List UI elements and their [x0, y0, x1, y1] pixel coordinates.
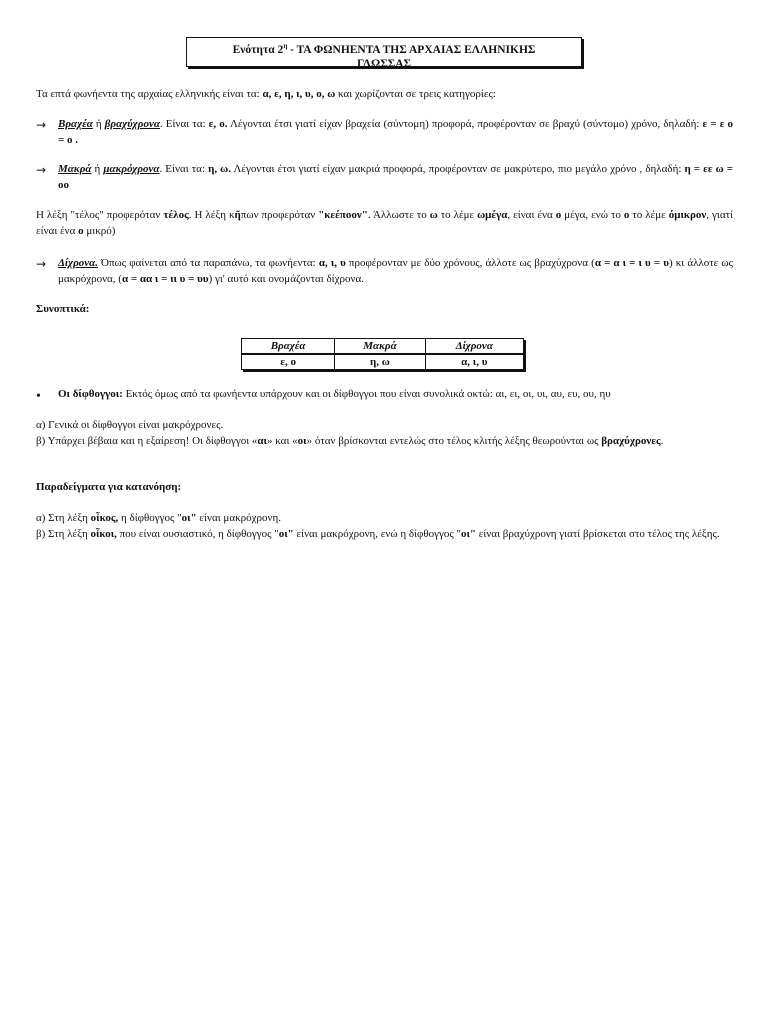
table-header-cell: Δίχρονα — [425, 339, 523, 355]
table-cell: α, ι, υ — [425, 354, 523, 370]
dichrona-t4: ) γι' αυτό και ονομάζονται δίχρονα. — [208, 272, 364, 285]
short-or: ή — [92, 118, 105, 130]
telos-t2: προφερόταν — [103, 209, 164, 221]
telos-t11: μικρό) — [83, 224, 116, 237]
dichrona-letters: α, ι, υ — [318, 257, 346, 269]
dichrona-term: Δίχρονα. — [58, 257, 98, 269]
synoptika-label: Συνοπτικά: — [36, 303, 90, 315]
examples-title: Παραδείγματα για κατανόηση: — [36, 481, 182, 493]
table-cell: ε, ο — [242, 354, 335, 370]
example-a-d: οι" — [181, 512, 197, 524]
dichrona-t3: ) κι άλλοτε ως μακρόχρονα, ( — [58, 257, 733, 285]
telos-w5: ωμέγα — [477, 209, 508, 221]
example-a1: α) Στη λέξη — [36, 512, 91, 524]
diphthongs-paragraph — [58, 387, 733, 403]
telos-t4: πων προφερόταν — [240, 209, 319, 221]
rule-a-text: α) Γενικά οι δίφθογγοι είναι μακρόχρονες. — [36, 419, 224, 431]
example-b3: είναι μακρόχρονη, ενώ η δίφθογγος " — [293, 528, 461, 540]
telos-w4: ω — [429, 209, 438, 221]
long-term1: Μακρά — [58, 163, 92, 175]
title-sup: η — [283, 42, 288, 50]
rule-b — [36, 434, 733, 450]
telos-w2: ῆ — [234, 209, 241, 221]
example-b-word: οἶκοι, — [90, 528, 117, 540]
table-cell: η, ω — [335, 354, 425, 370]
example-b2: που είναι ουσιαστικό, η δίφθογγος " — [116, 528, 279, 540]
example-a2: η δίφθογγος " — [118, 512, 182, 524]
long-vowels-item — [36, 162, 733, 194]
arrow-icon: → — [36, 163, 47, 177]
dichrona-item — [36, 256, 733, 288]
short-term2: βραχύχρονα — [104, 118, 160, 130]
intro-tail: και χωρίζονται σε τρεις κατηγορίες: — [335, 88, 496, 100]
table-row — [242, 354, 524, 370]
example-a — [36, 511, 733, 527]
telos-w6: ο — [555, 209, 562, 221]
example-b-d2: οι" — [460, 528, 476, 540]
short-term1: Βραχέα — [58, 118, 93, 130]
telos-w8: όμικρον — [668, 209, 707, 221]
rule-ai: αι — [257, 435, 267, 447]
telos-t1: Η λέξη — [36, 209, 71, 221]
rule-oi: οι — [297, 435, 307, 447]
telos-q1: "τέλος" — [70, 209, 104, 221]
short-eq: ε = ε ο = ο . — [58, 118, 733, 146]
rule-a — [36, 418, 733, 434]
rule-b1: β) Υπάρχει βέβαια και η εξαίρεση! Οι δίφθογγοι « — [36, 435, 258, 447]
short-letters: ε, ο. — [208, 118, 228, 130]
diphthongs-text: Εκτός όμως από τα φωνήεντα υπάρχουν και οι δίφθογγοι που είναι συνολικά οκτώ: αι, ει, οι, υι, αυ, ευ, ου, ηυ — [122, 388, 611, 400]
rule-b4: . — [660, 435, 664, 447]
telos-t7: , είναι ένα — [507, 209, 556, 221]
long-letters: η, ω. — [208, 163, 231, 175]
arrow-icon: → — [36, 257, 47, 271]
rule-b3: » όταν βρίσκονται εντελώς στο τέλος κλιτής λέξης θεωρούνται ως — [306, 435, 602, 447]
dichrona-eq1: α = α ι = ι υ = υ — [594, 257, 669, 269]
table-header-cell: Βραχέα — [242, 339, 335, 355]
table-header-row — [242, 339, 524, 355]
telos-t9: το λέμε — [629, 209, 669, 221]
page-title — [186, 37, 582, 70]
intro-text: Τα επτά φωνήεντα της αρχαίας ελληνικής είναι τα: — [36, 88, 263, 100]
intro-vowels: α, ε, η, ι, υ, ο, ω — [262, 88, 336, 100]
telos-w7: ο — [623, 209, 630, 221]
telos-paragraph — [36, 208, 733, 240]
telos-w9: ο — [78, 224, 84, 237]
short-t2: Λέγονται έτσι γιατί είχαν βραχεία (σύντομη) προφορά, προφέρονταν σε βραχύ (σύντομο) χρόνο, δηλαδή: — [227, 118, 703, 130]
long-or: ή — [91, 163, 104, 175]
telos-t8: μέγα, ενώ το — [561, 209, 624, 221]
dichrona-eq2: α = αα ι = ιι υ = υυ — [121, 272, 209, 285]
diphthongs-label: Οι δίφθογγοι: — [58, 388, 123, 400]
long-t1: . Είναι τα: — [159, 163, 209, 175]
example-a3: είναι μακρόχρονη. — [196, 512, 281, 524]
title-line1-pre: Ενότητα 2 — [232, 43, 284, 56]
example-b4: είναι βραχύχρονη γιατί βρίσκεται στο τέλος της λέξης. — [476, 528, 720, 540]
long-eq: η = εε ω = οο — [58, 163, 734, 191]
title-line2: ΓΛΩΣΣΑΣ — [356, 57, 412, 70]
intro-paragraph — [36, 87, 733, 103]
table-header-cell: Μακρά — [335, 339, 425, 355]
examples-heading — [36, 480, 733, 496]
telos-t10: , γιατί είναι ένα — [36, 209, 733, 237]
rule-b2: » και « — [266, 435, 298, 447]
short-vowels-item — [36, 117, 733, 149]
example-b — [36, 527, 733, 543]
telos-t3: . Η λέξη κ — [188, 209, 235, 221]
long-term2: μακρόχρονα — [103, 163, 160, 175]
title-line1-post: - ΤΑ ΦΩΝΗΕΝΤΑ ΤΗΣ ΑΡΧΑΙΑΣ ΕΛΛΗΝΙΚΗΣ — [287, 43, 536, 56]
bullet-icon: • — [36, 389, 41, 404]
telos-w1: τέλος — [163, 209, 189, 221]
summary-table — [241, 338, 524, 370]
dichrona-t1: Όπως φαίνεται από τα παραπάνω, τα φωνήεντα: — [97, 257, 319, 269]
short-t1: . Είναι τα: — [159, 118, 209, 130]
telos-w3: "κεέπoον" — [318, 209, 368, 221]
dichrona-t2: προφέρονταν με δύο χρόνους, άλλοτε ως βραχύχρονα ( — [345, 257, 595, 269]
telos-t6: το λέμε — [437, 209, 478, 221]
rule-short-word: βραχύχρονες — [601, 435, 661, 447]
arrow-icon: → — [36, 118, 47, 132]
long-t2: Λέγονται έτσι γιατί είχαν μακριά προφορά, προφέρονταν σε μακρύτερο, πιο μεγάλο χρόνο , δηλαδή: — [230, 163, 685, 175]
example-b-d: οι" — [278, 528, 294, 540]
telos-t5: . Άλλωστε το — [367, 209, 430, 221]
example-b1: β) Στη λέξη — [36, 528, 91, 540]
synoptika-heading — [36, 302, 733, 318]
example-a-word: οἶκος, — [90, 512, 119, 524]
